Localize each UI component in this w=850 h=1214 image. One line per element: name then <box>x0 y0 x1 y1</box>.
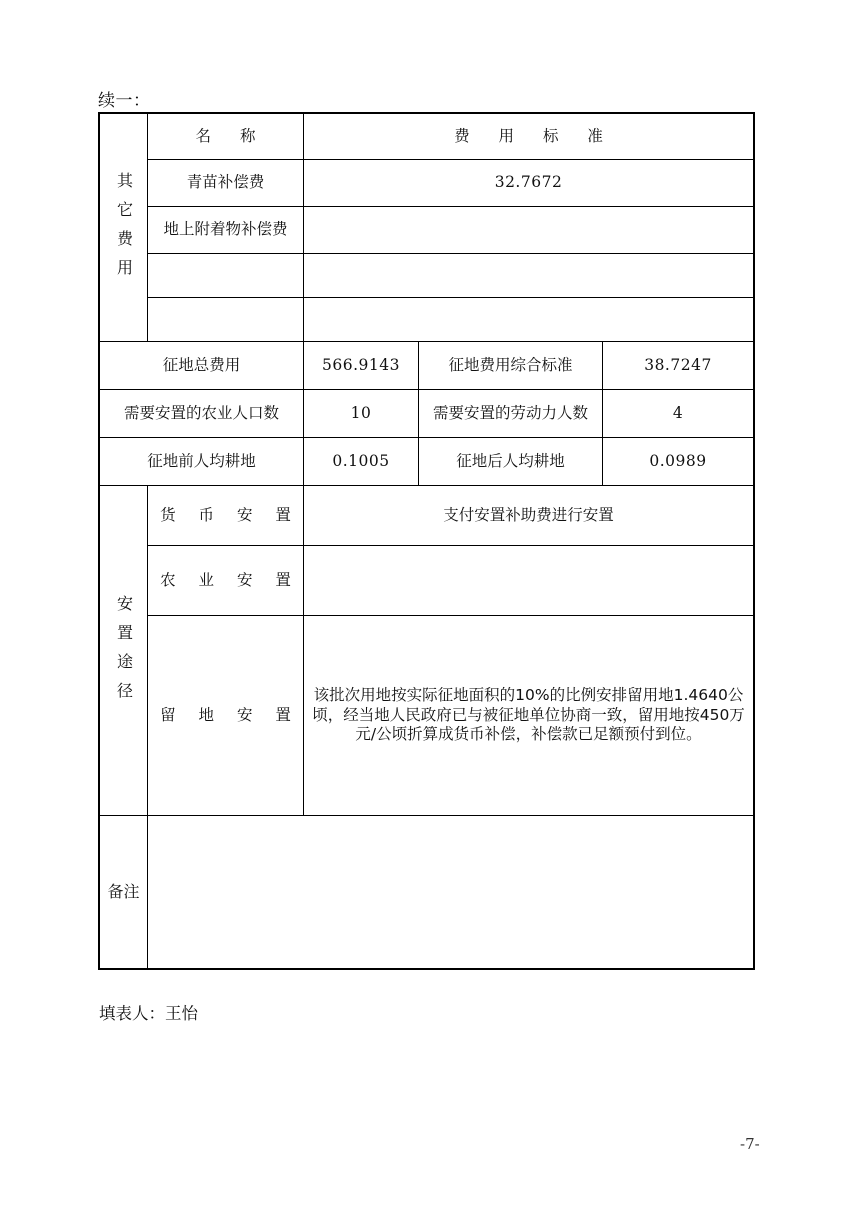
resettlement-item-content-0: 支付安置补助费进行安置 <box>304 486 754 546</box>
table-row-resettlement-1 <box>100 546 754 616</box>
fee-standard-cell-0: 32.7672 <box>304 160 754 207</box>
summary-value-left-1: 10 <box>304 390 419 438</box>
summary-label-right-0: 征地费用综合标准 <box>419 342 603 390</box>
resettlement-item-label-0: 货 币 安 置 <box>148 486 304 546</box>
fee-name-cell-0: 青苗补偿费 <box>148 160 304 207</box>
resettlement-label-text: 安置途径 <box>114 594 134 711</box>
summary-label-left-1: 需要安置的农业人口数 <box>100 390 304 438</box>
summary-label-left-0: 征地总费用 <box>100 342 304 390</box>
page-number: -7- <box>740 1135 760 1153</box>
land-acquisition-table <box>99 113 754 969</box>
table-row-other-fees-header <box>100 114 754 160</box>
form-filler-line: 填表人：王怡 <box>99 1004 198 1023</box>
continuation-label: 续一： <box>98 91 151 111</box>
fee-name-cell-3 <box>148 298 304 342</box>
table-row-summary-2 <box>100 438 754 486</box>
resettlement-item-content-2: 该批次用地按实际征地面积的10%的比例安排留用地1.4640公顷，经当地人民政府已与被征地单位协商一致，留用地按450万元/公顷折算成货币补偿，补偿款已足额预付到位。 <box>304 616 754 816</box>
table-row <box>100 160 754 207</box>
fee-standard-cell-1 <box>304 207 754 254</box>
summary-label-right-2: 征地后人均耕地 <box>419 438 603 486</box>
table-row-remarks <box>100 816 754 969</box>
summary-value-left-2: 0.1005 <box>304 438 419 486</box>
resettlement-item-label-2: 留 地 安 置 <box>148 616 304 816</box>
summary-label-right-1: 需要安置的劳动力人数 <box>419 390 603 438</box>
resettlement-item-content-1 <box>304 546 754 616</box>
fee-standard-cell-3 <box>304 298 754 342</box>
remarks-content <box>148 816 754 969</box>
table-row-summary-1 <box>100 390 754 438</box>
header-name-cell: 名 称 <box>148 114 304 160</box>
fee-name-cell-1: 地上附着物补偿费 <box>148 207 304 254</box>
table-row-resettlement-0 <box>100 486 754 546</box>
summary-value-left-0: 566.9143 <box>304 342 419 390</box>
other-fees-label-text: 其它费用 <box>114 171 134 288</box>
table-row <box>100 207 754 254</box>
fee-name-cell-2 <box>148 254 304 298</box>
table-row <box>100 254 754 298</box>
summary-label-left-2: 征地前人均耕地 <box>100 438 304 486</box>
remarks-label: 备注 <box>100 816 148 969</box>
table-row-resettlement-2 <box>100 616 754 816</box>
fee-standard-cell-2 <box>304 254 754 298</box>
summary-value-right-0: 38.7247 <box>603 342 754 390</box>
summary-value-right-1: 4 <box>603 390 754 438</box>
table-row-summary-0 <box>100 342 754 390</box>
resettlement-item-label-1: 农 业 安 置 <box>148 546 304 616</box>
resettlement-row-label <box>100 486 148 816</box>
other-fees-row-label <box>100 114 148 342</box>
summary-value-right-2: 0.0989 <box>603 438 754 486</box>
table-row <box>100 298 754 342</box>
header-standard-cell: 费 用 标 准 <box>304 114 754 160</box>
